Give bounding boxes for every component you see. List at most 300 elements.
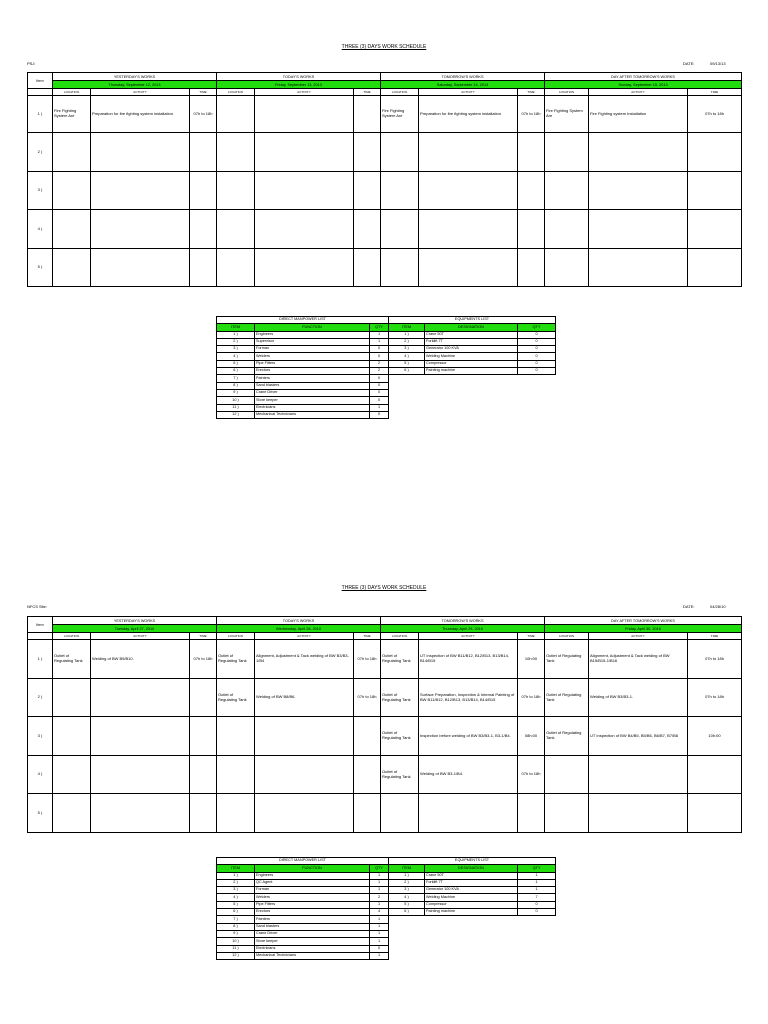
cell-activity [91,717,190,756]
equipment-qty: 0 [518,901,556,908]
manpower-item: 2 ) [217,338,255,345]
time-header: TIME [354,89,381,96]
manpower-row [217,945,389,952]
cell-time [190,756,217,794]
manpower-row [217,397,389,404]
cell-activity: Alignment, Adjustment & Tack welding of BW B3/B3-1/B4 [255,640,354,679]
equipment-qty: 0 [518,360,556,367]
equipment-designation: Generator 100 KVA [425,887,518,894]
manpower-qty: 1 [370,331,389,338]
cell-time [688,756,742,794]
manpower-row [217,887,389,894]
date-value: 09/13/13 [710,61,726,66]
manpower-qty: 0 [370,346,389,353]
manpower-function: Supervisor [255,338,370,345]
cell-time [190,794,217,833]
cell-activity [589,133,688,172]
cell-location [381,794,419,833]
day-header: DAY AFTER TOMORROW'S WORKS [545,73,742,81]
manpower-row [217,382,389,389]
manpower-item: 10 ) [217,397,255,404]
cell-activity: Welding of BW B8/B6. [255,679,354,717]
cell-activity [255,717,354,756]
location-header: LOCATION [545,633,589,640]
cell-activity: UT Inspection of BW B4/B5, B5/B6, B6/B7, B7/B8 [589,717,688,756]
equipment-designation: Compressor [425,901,518,908]
cell-location [53,679,91,717]
day-date: Friday, April 30, 2010 [545,625,742,633]
schedule-row [28,133,742,172]
manpower-item: 2 ) [217,879,255,886]
cell-location [545,249,589,287]
manpower-item: 8 ) [217,923,255,930]
manpower-qty: 1 [370,916,389,923]
manpower-function: Welders [255,894,370,901]
manpower-table [216,857,389,960]
cell-location: Outlet of Regulating Tank [545,640,589,679]
cell-time [518,794,545,833]
date-label: DATE: [683,61,695,66]
equipment-col-qty: QTY [518,865,556,872]
activity-header: ACTIVITY [255,633,354,640]
manpower-item: 3 ) [217,346,255,353]
cell-time [354,96,381,133]
cell-location [545,133,589,172]
time-header: TIME [518,89,545,96]
site-label: NFCS Site: [27,604,48,609]
row-item: 2 ) [28,679,53,717]
cell-location [53,249,91,287]
activity-header: ACTIVITY [589,633,688,640]
cell-activity [91,679,190,717]
item-sub-header [28,89,53,96]
cell-activity: Preparation for fire fighting system installation [91,96,190,133]
cell-location: Outlet of Regulating Tank [217,640,255,679]
cell-activity: Preparation for fire fighting system installation [419,96,518,133]
equipment-item: 5 ) [389,360,425,367]
cell-location [217,96,255,133]
cell-activity: Fire Fighting system Installation [589,96,688,133]
equipment-row [389,338,556,345]
equipment-qty: 1 [518,887,556,894]
equipment-designation: Forklift 7T [425,338,518,345]
cell-location: Outlet of Regulating Tank [381,640,419,679]
row-item: 3 ) [28,172,53,210]
manpower-qty: 1 [370,338,389,345]
manpower-item: 6 ) [217,368,255,375]
cell-activity: Inspection before welding of BW B3/B3-1, B3-1/B4. [419,717,518,756]
manpower-qty: 2 [370,368,389,375]
time-header: TIME [688,633,742,640]
day-date: Saturday, September 14, 2013 [381,81,545,89]
day-date: Tuesday, April 27, 2010 [53,625,217,633]
manpower-qty: 1 [370,887,389,894]
cell-time [190,133,217,172]
equipment-item: 3 ) [389,887,425,894]
cell-activity [419,172,518,210]
row-item: 1 ) [28,640,53,679]
cell-location: Fire Fighting System Are [53,96,91,133]
time-header: TIME [190,633,217,640]
day-date: Sunday, September 15, 2013 [545,81,742,89]
manpower-table [216,316,389,419]
day-header: TOMORROW'S WORKS [381,617,545,625]
equipment-row [389,331,556,338]
manpower-item: 5 ) [217,901,255,908]
manpower-col-function: FUNCTION [255,324,370,331]
manpower-function: Engineers [255,872,370,879]
item-header: Item [28,617,53,633]
manpower-item: 5 ) [217,360,255,367]
cell-activity [255,210,354,249]
row-item: 3 ) [28,717,53,756]
cell-location: Outlet of Regulating Tank [381,756,419,794]
activity-header: ACTIVITY [419,89,518,96]
equipment-row [389,887,556,894]
manpower-function: Sand blasters [255,923,370,930]
cell-activity: Alignment, Adjustment & Tack welding of BW B15/B15-1/B16 [589,640,688,679]
manpower-row [217,411,389,418]
manpower-function: Electricians [255,945,370,952]
manpower-row [217,360,389,367]
cell-time [688,249,742,287]
cell-activity [91,133,190,172]
location-header: LOCATION [217,89,255,96]
manpower-qty: 1 [370,938,389,945]
manpower-qty: 2 [370,894,389,901]
manpower-row [217,346,389,353]
manpower-item: 3 ) [217,887,255,894]
cell-location [381,249,419,287]
item-header: Item [28,73,53,89]
activity-header: ACTIVITY [589,89,688,96]
cell-activity [419,210,518,249]
cell-activity [255,794,354,833]
manpower-function: Store keeper [255,397,370,404]
manpower-function: Welders [255,353,370,360]
equipment-designation: Forklift 7T [425,879,518,886]
cell-time: 07h to 18h [518,96,545,133]
equipment-row [389,879,556,886]
cell-activity [91,794,190,833]
equipment-designation: Generator 100 KVA [425,346,518,353]
manpower-row [217,368,389,375]
cell-time [518,210,545,249]
cell-time [354,249,381,287]
cell-location: Outlet of Regulating Tank [381,717,419,756]
activity-header: ACTIVITY [419,633,518,640]
equipment-row [389,894,556,901]
site-label: PSJ: [27,61,36,66]
cell-location [53,717,91,756]
manpower-function: Crane Driver [255,389,370,396]
cell-time [688,794,742,833]
equipment-row [389,353,556,360]
equipment-col-qty: QTY [518,324,556,331]
equipment-qty: 0 [518,368,556,375]
cell-time: 07h to 18h [518,756,545,794]
date-value: 04/28/10 [710,604,726,609]
day-header: TODAY'S WORKS [217,617,381,625]
cell-time [354,210,381,249]
manpower-item: 7 ) [217,916,255,923]
manpower-function: Electricians [255,404,370,411]
manpower-function: Forman [255,887,370,894]
manpower-function: Sand blasters [255,382,370,389]
time-header: TIME [354,633,381,640]
equipment-designation: Crane 50T [425,331,518,338]
manpower-row [217,389,389,396]
manpower-row [217,338,389,345]
day-header: YESTERDAY'S WORKS [53,617,217,625]
manpower-qty: 1 [370,901,389,908]
cell-time: 07h to 18h [190,96,217,133]
cell-activity [255,249,354,287]
cell-time [190,249,217,287]
day-date: Thursday, September 12, 2013 [53,81,217,89]
manpower-item: 10 ) [217,938,255,945]
manpower-col-function: FUNCTION [255,865,370,872]
manpower-function: Crane Driver [255,930,370,937]
cell-time: 08h:00 [518,717,545,756]
manpower-qty: 0 [370,397,389,404]
manpower-row [217,404,389,411]
manpower-qty: 1 [370,952,389,959]
manpower-function: Mechanical Technicians [255,411,370,418]
cell-location: Fire Fighting System Are [381,96,419,133]
manpower-item: 4 ) [217,353,255,360]
cell-activity [589,249,688,287]
manpower-col-item: ITEM [217,324,255,331]
cell-time: 07h to 18h [688,640,742,679]
cell-time [688,210,742,249]
item-sub-header [28,633,53,640]
equipment-table [388,316,556,375]
cell-time: 07h to 18h [354,640,381,679]
cell-time [354,794,381,833]
manpower-item: 9 ) [217,930,255,937]
manpower-qty: 0 [370,389,389,396]
equipment-col-designation: DESIGNATION [425,865,518,872]
location-header: LOCATION [545,89,589,96]
cell-location [217,133,255,172]
time-header: TIME [688,89,742,96]
cell-time [688,172,742,210]
equipment-designation: Welding Machine [425,894,518,901]
cell-location [53,756,91,794]
manpower-item: 8 ) [217,382,255,389]
manpower-row [217,375,389,382]
cell-location [545,794,589,833]
row-item: 4 ) [28,210,53,249]
manpower-title: DIRECT MANPOWER LIST [217,317,389,324]
cell-location: Outlet of Regulating Tank [53,640,91,679]
schedule-row [28,172,742,210]
cell-activity [91,249,190,287]
location-header: LOCATION [53,633,91,640]
location-header: LOCATION [217,633,255,640]
schedule-row [28,794,742,833]
equipment-col-item: ITEM [389,865,425,872]
cell-activity [91,756,190,794]
cell-activity [589,172,688,210]
cell-activity [255,756,354,794]
cell-location: Outlet of Regulating Tank [381,679,419,717]
schedule-row [28,96,742,133]
cell-time: 07h to 18h [688,679,742,717]
equipment-row [389,368,556,375]
cell-activity: Welding of BW B3/B3-1. [589,679,688,717]
cell-time: 07h to 18h [688,96,742,133]
cell-location [217,172,255,210]
equipment-qty: 0 [518,338,556,345]
manpower-function: Pipe Fitters [255,901,370,908]
manpower-col-qty: QTY [370,324,389,331]
time-header: TIME [190,89,217,96]
manpower-function: Mechanical Technicians [255,952,370,959]
cell-location [545,172,589,210]
location-header: LOCATION [381,633,419,640]
equipment-item: 2 ) [389,879,425,886]
manpower-function: Forman [255,346,370,353]
manpower-row [217,930,389,937]
cell-time [354,717,381,756]
manpower-function: Engineers [255,331,370,338]
manpower-item: 1 ) [217,331,255,338]
equipment-title: EQUIPMENTS LIST [389,858,556,865]
equipment-designation: Crane 50T [425,872,518,879]
sheet-title: THREE (3) DAYS WORK SCHEDULE [341,585,427,591]
manpower-col-item: ITEM [217,865,255,872]
row-item: 4 ) [28,756,53,794]
manpower-function: Store keeper [255,938,370,945]
equipment-qty: 7 [518,894,556,901]
manpower-item: 12 ) [217,952,255,959]
cell-time: 07h to 18h [190,640,217,679]
equipment-qty: 0 [518,346,556,353]
manpower-function: Painters [255,375,370,382]
location-header: LOCATION [381,89,419,96]
activity-header: ACTIVITY [91,89,190,96]
day-header: DAY AFTER TOMORROW'S WORKS [545,617,742,625]
work-schedule-table [27,72,742,287]
manpower-item: 11 ) [217,404,255,411]
equipment-designation: Painting machine [425,909,518,916]
cell-time [354,133,381,172]
work-schedule-table [27,616,742,833]
equipment-qty: 0 [518,331,556,338]
manpower-qty: 1 [370,872,389,879]
manpower-qty: 0 [370,411,389,418]
cell-time [190,717,217,756]
manpower-qty: 1 [370,930,389,937]
manpower-qty: 0 [370,375,389,382]
cell-activity [589,794,688,833]
equipment-qty: 0 [518,909,556,916]
equipment-row [389,901,556,908]
schedule-row [28,210,742,249]
equipment-item: 6 ) [389,909,425,916]
time-header: TIME [518,633,545,640]
cell-location [217,717,255,756]
cell-location [545,756,589,794]
manpower-function: Painters [255,916,370,923]
cell-location [381,133,419,172]
cell-time: 10h:00 [688,717,742,756]
schedule-row [28,679,742,717]
equipment-title: EQUIPMENTS LIST [389,317,556,324]
location-header: LOCATION [53,89,91,96]
manpower-row [217,331,389,338]
cell-time: 10h:00 [518,640,545,679]
manpower-row [217,353,389,360]
manpower-qty: 1 [370,404,389,411]
cell-activity: Surface Preparation, Inspection & Internal Painting of BW B11/B12, B12/B13, B13/B14, B14/B15 [419,679,518,717]
cell-location: Outlet of Regulating Tank [545,717,589,756]
cell-activity [255,172,354,210]
cell-location [53,172,91,210]
equipment-row [389,360,556,367]
manpower-title: DIRECT MANPOWER LIST [217,858,389,865]
equipment-designation: Painting machine [425,368,518,375]
cell-location [217,794,255,833]
cell-location [217,249,255,287]
manpower-function: QC Agent [255,879,370,886]
manpower-row [217,879,389,886]
manpower-row [217,901,389,908]
cell-location [53,794,91,833]
equipment-row [389,909,556,916]
equipment-item: 2 ) [389,338,425,345]
cell-time [190,172,217,210]
sheet-title: THREE (3) DAYS WORK SCHEDULE [341,44,427,50]
cell-activity [589,210,688,249]
manpower-qty: 1 [370,923,389,930]
row-item: 2 ) [28,133,53,172]
manpower-item: 1 ) [217,872,255,879]
equipment-qty: 1 [518,879,556,886]
cell-time [354,172,381,210]
date-label: DATE: [683,604,695,609]
cell-location: Outlet of Regulating Tank [217,679,255,717]
cell-time [190,210,217,249]
equipment-designation: Welding Machine [425,353,518,360]
cell-activity: UT Inspection of BW B11/B12, B12/B13, B13/B14, B14/B15 [419,640,518,679]
equipment-col-designation: DESIGNATION [425,324,518,331]
cell-activity [419,249,518,287]
manpower-function: Pipe Fitters [255,360,370,367]
manpower-qty: 0 [370,382,389,389]
schedule-row [28,756,742,794]
cell-location: Fire Fighting System Are [545,96,589,133]
cell-activity [255,96,354,133]
manpower-row [217,923,389,930]
cell-location [53,210,91,249]
cell-activity [589,756,688,794]
equipment-col-item: ITEM [389,324,425,331]
day-date: Thursday, April 29, 2010 [381,625,545,633]
cell-activity [255,133,354,172]
equipment-table [388,857,556,916]
day-header: YESTERDAY'S WORKS [53,73,217,81]
cell-location [217,210,255,249]
manpower-qty: 0 [370,945,389,952]
schedule-row [28,640,742,679]
equipment-item: 6 ) [389,368,425,375]
manpower-qty: 1 [370,879,389,886]
equipment-qty: 1 [518,872,556,879]
cell-activity: Welding of BW B3-1/B4. [419,756,518,794]
